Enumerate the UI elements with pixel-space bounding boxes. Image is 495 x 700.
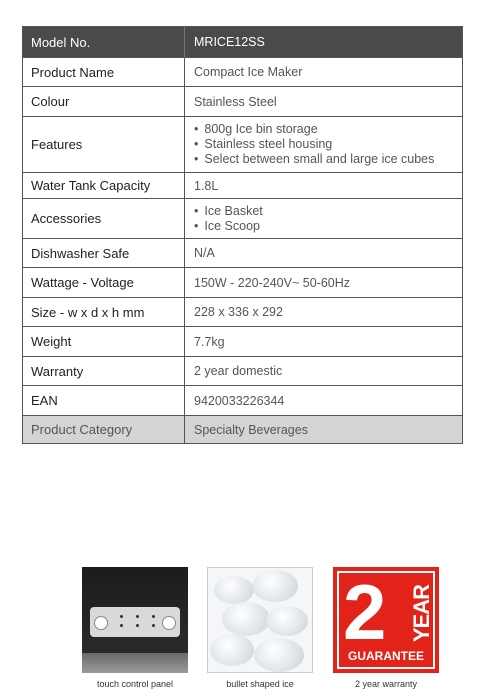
accessories-list xyxy=(194,204,263,234)
spec-table xyxy=(22,26,463,444)
row-value: 1.8L xyxy=(194,178,219,193)
table-row xyxy=(23,326,462,356)
row-value: 7.7kg xyxy=(194,334,225,349)
row-label: EAN xyxy=(23,386,185,415)
row-value: 150W - 220-240V~ 50-60Hz xyxy=(194,275,350,290)
table-row xyxy=(23,57,462,86)
row-value: 9420033226344 xyxy=(194,393,285,408)
ice-cube-icon xyxy=(222,602,270,636)
table-footer-row xyxy=(23,415,462,443)
row-value: N/A xyxy=(194,246,215,260)
ice-cube-icon xyxy=(210,634,254,666)
row-label: Colour xyxy=(23,87,185,116)
ice-cube-icon xyxy=(214,576,254,604)
bullet-ice-image xyxy=(207,567,313,673)
row-value xyxy=(185,199,462,238)
feature-caption: bullet shaped ice xyxy=(226,679,294,689)
row-value: 228 x 336 x 292 xyxy=(194,305,283,319)
ice-cube-icon xyxy=(252,570,298,602)
row-value: Compact Ice Maker xyxy=(194,65,303,79)
feature-caption: 2 year warranty xyxy=(354,679,418,689)
feature-caption: touch control panel xyxy=(96,679,174,689)
control-panel-graphic xyxy=(90,607,180,637)
row-label: Dishwasher Safe xyxy=(23,239,185,267)
table-row xyxy=(23,86,462,116)
row-label: Weight xyxy=(23,327,185,356)
row-label: Accessories xyxy=(23,199,185,238)
header-label: Model No. xyxy=(23,27,185,57)
guarantee-year: YEAR xyxy=(409,585,434,643)
list-item: • Ice Scoop xyxy=(194,219,263,234)
list-item: • 800g Ice bin storage xyxy=(194,122,434,137)
row-value: Stainless Steel xyxy=(194,94,277,109)
ice-cube-icon xyxy=(254,638,304,672)
list-item: • Ice Basket xyxy=(194,204,263,219)
table-header-row xyxy=(23,27,462,57)
row-label: Warranty xyxy=(23,357,185,385)
feature-bullet-ice xyxy=(207,567,313,689)
table-row xyxy=(23,172,462,198)
list-item: • Select between small and large ice cubes xyxy=(194,152,434,167)
table-row xyxy=(23,267,462,297)
row-label: Size - w x d x h mm xyxy=(23,298,185,326)
row-value: 2 year domestic xyxy=(194,364,283,378)
table-row xyxy=(23,238,462,267)
table-row xyxy=(23,385,462,415)
guarantee-badge xyxy=(333,567,439,673)
footer-value: Specialty Beverages xyxy=(194,422,308,437)
row-label: Features xyxy=(23,117,185,172)
ice-cube-icon xyxy=(266,606,308,636)
footer-label: Product Category xyxy=(23,416,185,443)
features-list xyxy=(194,122,434,167)
touch-control-panel-image xyxy=(82,567,188,673)
feature-warranty xyxy=(333,567,439,689)
header-value: MRICE12SS xyxy=(194,35,265,49)
row-value xyxy=(185,117,462,172)
feature-touch-panel xyxy=(82,567,188,689)
table-row xyxy=(23,356,462,385)
row-label: Product Name xyxy=(23,58,185,86)
table-row xyxy=(23,297,462,326)
guarantee-number: 2 xyxy=(343,568,387,656)
row-label: Wattage - Voltage xyxy=(23,268,185,297)
table-row xyxy=(23,116,462,172)
row-label: Water Tank Capacity xyxy=(23,173,185,198)
list-item: • Stainless steel housing xyxy=(194,137,434,152)
table-row xyxy=(23,198,462,238)
on-off-button-icon xyxy=(94,616,108,630)
select-button-icon xyxy=(162,616,176,630)
guarantee-text: GUARANTEE xyxy=(347,649,424,663)
